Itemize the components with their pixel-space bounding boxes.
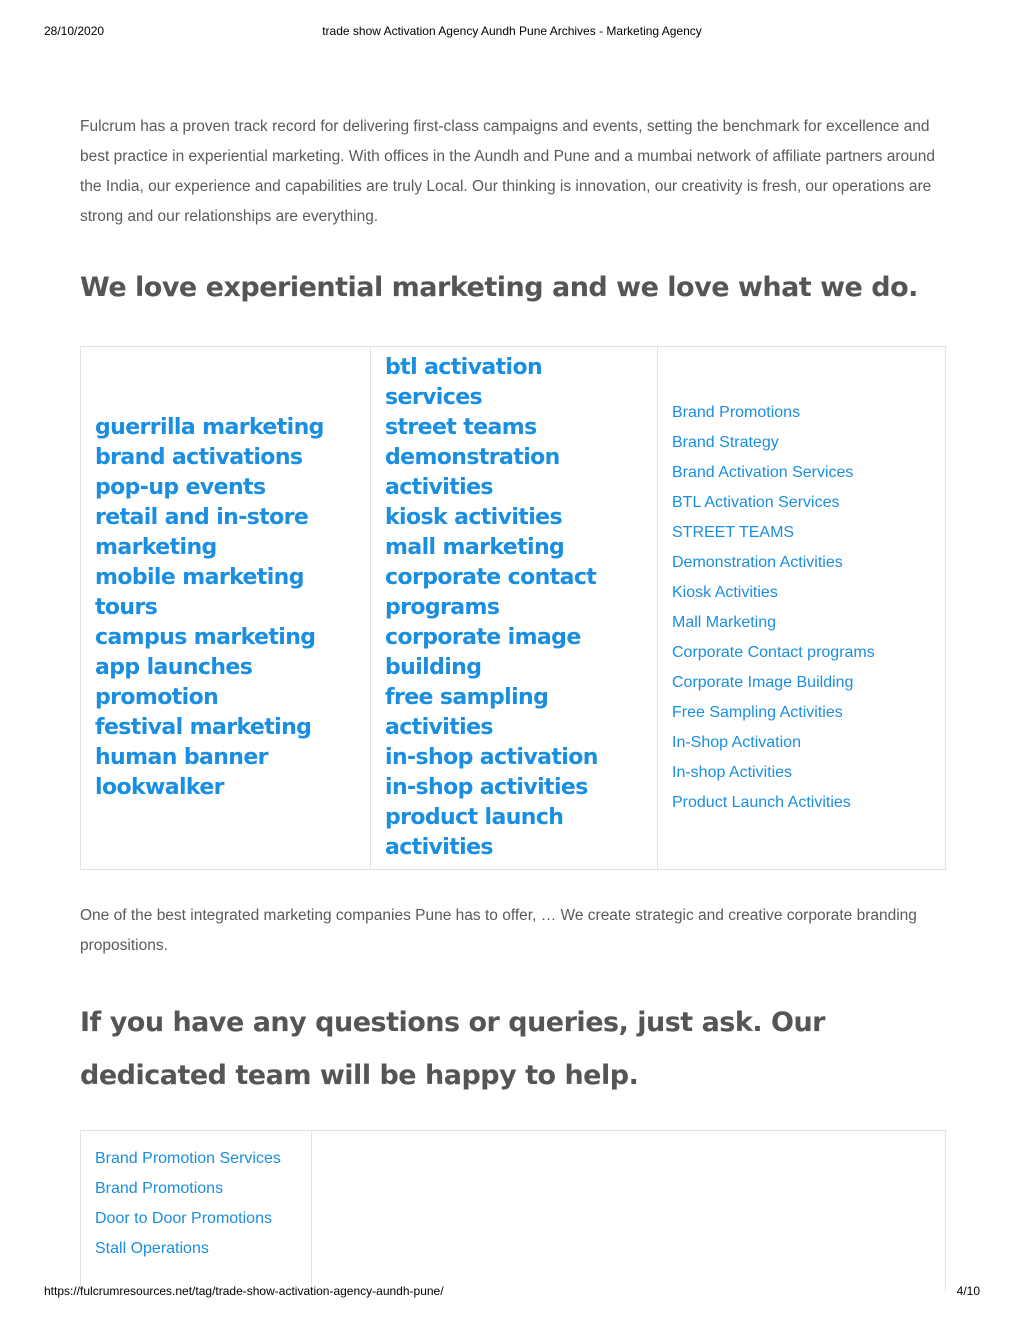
service-tag-link[interactable]: app launches bbox=[95, 655, 253, 680]
service-category-link[interactable]: In-shop Activities bbox=[672, 764, 793, 781]
promotion-category-link[interactable]: Stall Operations bbox=[95, 1240, 209, 1257]
service-category-link[interactable]: BTL Activation Services bbox=[672, 494, 840, 511]
service-category-link[interactable]: Corporate Contact programs bbox=[672, 644, 875, 661]
service-category-link[interactable]: STREET TEAMS bbox=[672, 524, 795, 541]
print-date: 28/10/2020 bbox=[44, 24, 105, 38]
service-tag-link[interactable]: mobile marketing tours bbox=[95, 565, 304, 620]
promotion-category-link[interactable]: Brand Promotion Services bbox=[95, 1150, 281, 1167]
service-category-link[interactable]: Brand Activation Services bbox=[672, 464, 854, 481]
promotion-category-link[interactable]: Brand Promotions bbox=[95, 1180, 224, 1197]
service-tag-link[interactable]: brand activations bbox=[95, 445, 303, 470]
services-column-3 bbox=[657, 347, 945, 869]
service-tag-link[interactable]: kiosk activities bbox=[385, 505, 562, 530]
service-category-link[interactable]: Kiosk Activities bbox=[672, 584, 778, 601]
service-tag-link[interactable]: free sampling activities bbox=[385, 685, 549, 740]
service-category-link[interactable]: Product Launch Activities bbox=[672, 794, 851, 811]
section-heading-love-marketing: We love experiential marketing and we love what we do. bbox=[80, 272, 918, 303]
intro-paragraph: Fulcrum has a proven track record for delivering first-class campaigns and events, setting the benchmark for excellence and best practice in experiential marketing. With offices in the Aundh and Pune and a mumbai network of affiliate partners around the India, our experience and capabilities are truly Local. Our thinking is innovation, our creativity is fresh, our operations are strong and our relationships are everything. bbox=[80, 118, 936, 225]
service-tag-link[interactable]: promotion bbox=[95, 685, 219, 710]
service-tag-link[interactable]: pop-up events bbox=[95, 475, 266, 500]
service-category-link[interactable]: In-Shop Activation bbox=[672, 734, 801, 751]
services-column-1 bbox=[81, 347, 370, 869]
services-column-2 bbox=[370, 347, 657, 869]
bottom-links-column bbox=[81, 1131, 312, 1291]
service-tag-link[interactable]: guerrilla marketing bbox=[95, 415, 324, 440]
bottom-links-grid bbox=[80, 1130, 946, 1291]
print-page-number: 4/10 bbox=[956, 1284, 980, 1298]
print-footer bbox=[44, 1284, 980, 1300]
bottom-empty-column bbox=[312, 1131, 945, 1291]
service-tag-link[interactable]: corporate contact programs bbox=[385, 565, 597, 620]
service-tag-link[interactable]: campus marketing bbox=[95, 625, 316, 650]
service-tag-link[interactable]: in-shop activation bbox=[385, 745, 598, 770]
service-category-link[interactable]: Corporate Image Building bbox=[672, 674, 854, 691]
service-category-link[interactable]: Free Sampling Activities bbox=[672, 704, 843, 721]
service-category-link[interactable]: Brand Strategy bbox=[672, 434, 779, 451]
service-category-link[interactable]: Brand Promotions bbox=[672, 404, 801, 421]
section-heading-questions: If you have any questions or queries, just ask. Our dedicated team will be happy to help. bbox=[80, 1007, 825, 1091]
service-tag-link[interactable]: mall marketing bbox=[385, 535, 565, 560]
service-tag-link[interactable]: festival marketing bbox=[95, 715, 312, 740]
service-tag-link[interactable]: retail and in-store marketing bbox=[95, 505, 309, 560]
promotion-category-link[interactable]: Door to Door Promotions bbox=[95, 1210, 272, 1227]
service-category-link[interactable]: Mall Marketing bbox=[672, 614, 777, 631]
services-grid bbox=[80, 346, 946, 870]
service-tag-link[interactable]: human banner bbox=[95, 745, 268, 770]
service-tag-link[interactable]: btl activation services bbox=[385, 355, 543, 410]
print-url: https://fulcrumresources.net/tag/trade-show-activation-agency-aundh-pune/ bbox=[44, 1284, 444, 1298]
service-tag-link[interactable]: corporate image building bbox=[385, 625, 581, 680]
service-tag-link[interactable]: street teams bbox=[385, 415, 537, 440]
service-tag-link[interactable]: lookwalker bbox=[95, 775, 224, 800]
service-category-link[interactable]: Demonstration Activities bbox=[672, 554, 843, 571]
print-header bbox=[44, 24, 980, 40]
service-tag-link[interactable]: demonstration activities bbox=[385, 445, 560, 500]
branding-paragraph: One of the best integrated marketing companies Pune has to offer, … We create strategic and creative corporate branding propositions. bbox=[80, 907, 917, 954]
service-tag-link[interactable]: in-shop activities bbox=[385, 775, 588, 800]
service-tag-link[interactable]: product launch activities bbox=[385, 805, 564, 860]
print-page-title: trade show Activation Agency Aundh Pune Archives - Marketing Agency bbox=[322, 24, 702, 38]
